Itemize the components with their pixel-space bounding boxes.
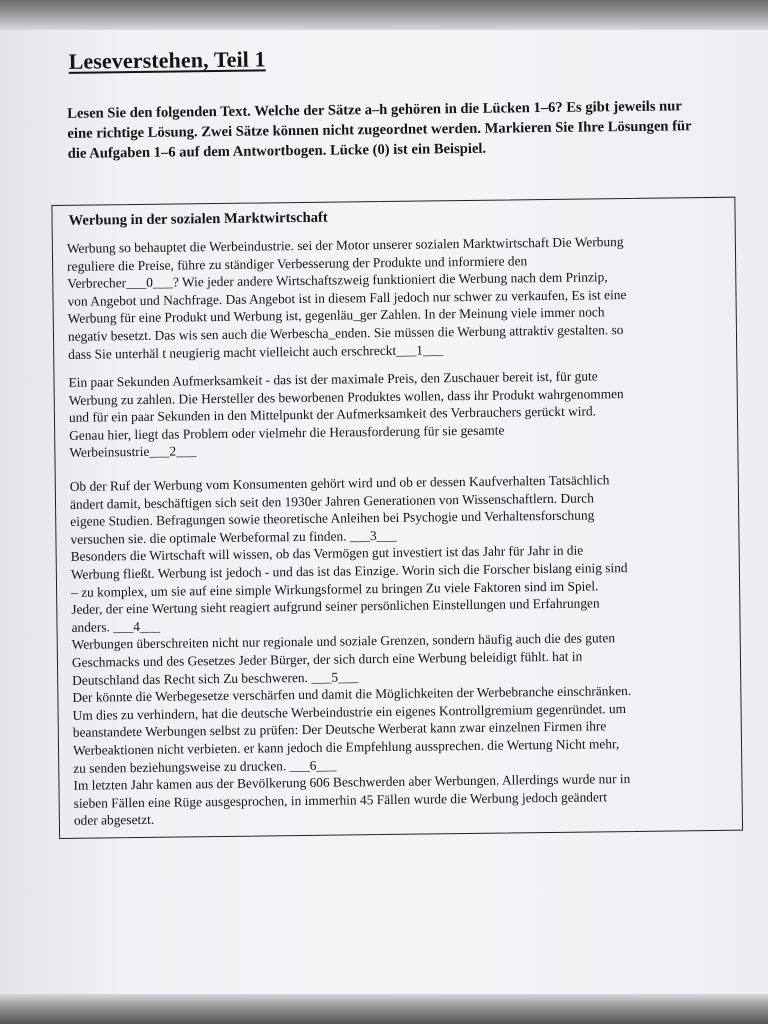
text-line: Um dies zu verhindern, hat die deutsche Werbeindustrie ein eigenes Kontrollgremium gegenründet. um xyxy=(72,700,627,723)
text-line: Besonders die Wirtschaft will wissen, ob das Vermögen gut investiert ist das Jahr für Jahr in die xyxy=(70,542,584,565)
text-line: Werbungen überschreiten nicht nur regionale und soziale Grenzen, sondern häufig auch die des guten xyxy=(71,630,616,653)
text-line: von Angebot und Nachfrage. Das Angebot ist in diesem Fall jedoch nur schwer zu verkaufen, Es ist eine xyxy=(67,286,627,309)
text-line: Ein paar Sekunden Aufmerksamkeit - das ist der maximale Preis, den Zuschauer bereit ist, für gute xyxy=(68,368,598,390)
text-line: negativ besetzt. Das wis sen auch die Werbescha_enden. Sie müssen die Werbung attraktiv gestalten. so xyxy=(67,322,624,344)
text-line: Werbung fließt. Werbung ist jedoch - und das ist das Einzige. Worin sich die Forscher bislang einig sind xyxy=(70,559,628,582)
text-line: oder abgesetzt. xyxy=(73,812,155,829)
text-title: Werbung in der sozialen Marktwirtschaft xyxy=(68,209,328,229)
text-line: ändert damit, beschäftigen sich seit den 1930er Jahren Generationen von Wissenschaftlern. Durch xyxy=(69,490,594,512)
page-heading: Leseverstehen, Teil 1 xyxy=(68,46,266,74)
text-line: eigene Studien. Befragungen sowie theoretische Anleihen bei Psychogie und Verhaltensforschung xyxy=(70,507,595,530)
paragraph-2 xyxy=(68,366,729,462)
text-line: Geschmacks und des Gesetzes Jeder Bürger, der sich durch eine Werbung beleidigt fühlt. hat in xyxy=(71,648,583,670)
paragraph-1 xyxy=(67,232,728,363)
paragraph-3 xyxy=(70,470,734,830)
text-box xyxy=(51,197,743,839)
text-line: anders. ___4___ xyxy=(71,618,161,635)
text-line: Ob der Ruf der Werbung vom Konsumenten gehört wird und ob er dessen Kaufverhalten Tatsächlich xyxy=(69,472,610,494)
task-instruction: Lesen Sie den folgenden Text. Welche der Sätze a–h gehören in die Lücken 1–6? Es gibt jeweils nur eine richtige Lösung. Zwei Sätze können nicht zugeordnet werden. Markieren Sie Ihre Lösungen für die Aufgaben 1–6 auf dem Antwortbogen. Lücke (0) ist ein Beispiel. xyxy=(67,98,692,162)
text-line: Im letzten Jahr kamen aus der Bevölkerung 606 Beschwerden aber Werbungen. Allerdings wurde nur in xyxy=(73,771,631,793)
text-line: Werbeaktionen nicht verbieten. er kann jedoch die Empfehlung aussprechen. die Wertung Nicht mehr, xyxy=(72,736,620,758)
text-line: – zu komplex, um sie auf eine simple Wirkungsformel zu bringen Zu viele Faktoren sind im Spiel. xyxy=(71,577,599,600)
text-line: Deutschland das Recht sich Zu beschweren. ___5___ xyxy=(72,668,359,688)
text-line: sieben Fällen eine Rüge ausgesprochen, in immerhin 45 Fällen wurde die Werbung jedoch geändert xyxy=(73,788,608,811)
text-line: beanstandete Werbungen selbst zu prüfen: Der Deutsche Werberat kann zwar einzelnen Firmen ihre xyxy=(72,718,607,741)
text-line: versuchen sie. die optimale Werbeformal zu finden. ___3___ xyxy=(70,527,397,547)
text-line: dass Sie unterhäl t neugierig macht vielleicht auch erschreckt___1___ xyxy=(68,341,444,362)
text-line: Werbung zu zahlen. Die Hersteller des beworbenen Produktes wollen, dass ihr Produkt wahrgenommen xyxy=(68,385,624,408)
text-line: Der könnte die Werbegesetze verschärfen und damit die Möglichkeiten der Werbebranche einschränken. xyxy=(72,683,632,705)
text-line: Verbrecher___0___? Wie jeder andere Wirtschaftszweig funktioniert die Werbung nach dem Prinzip, xyxy=(67,269,608,292)
text-line: Werbeinsustrie___2___ xyxy=(69,443,197,461)
text-line: zu senden beziehungsweise zu drucken. ___6___ xyxy=(73,757,337,776)
text-line: reguliere die Preise, führe zu ständiger Verbesserung der Produkte und informiere den xyxy=(67,252,528,274)
text-line: Genau hier, liegt das Problem oder vielmehr die Herausforderung für sie gesamte xyxy=(69,422,505,443)
text-line: und für ein paar Sekunden in den Mittelpunkt der Aufmerksamkeit des Verbrauchers gerückt wird. xyxy=(68,403,597,426)
text-line: Werbung so behauptet die Werbeindustrie. sei der Motor unserer sozialen Marktwirtschaft Die Werbung xyxy=(66,234,624,256)
text-line: Jeder, der eine Wertung sieht reagiert aufgrund seiner persönlichen Einstellungen und Erfahrungen xyxy=(71,595,600,617)
text-line: Werbung für eine Produkt und Werbung ist, gegenläu_ger Zahlen. In der Meinung viele immer noch xyxy=(67,304,605,327)
